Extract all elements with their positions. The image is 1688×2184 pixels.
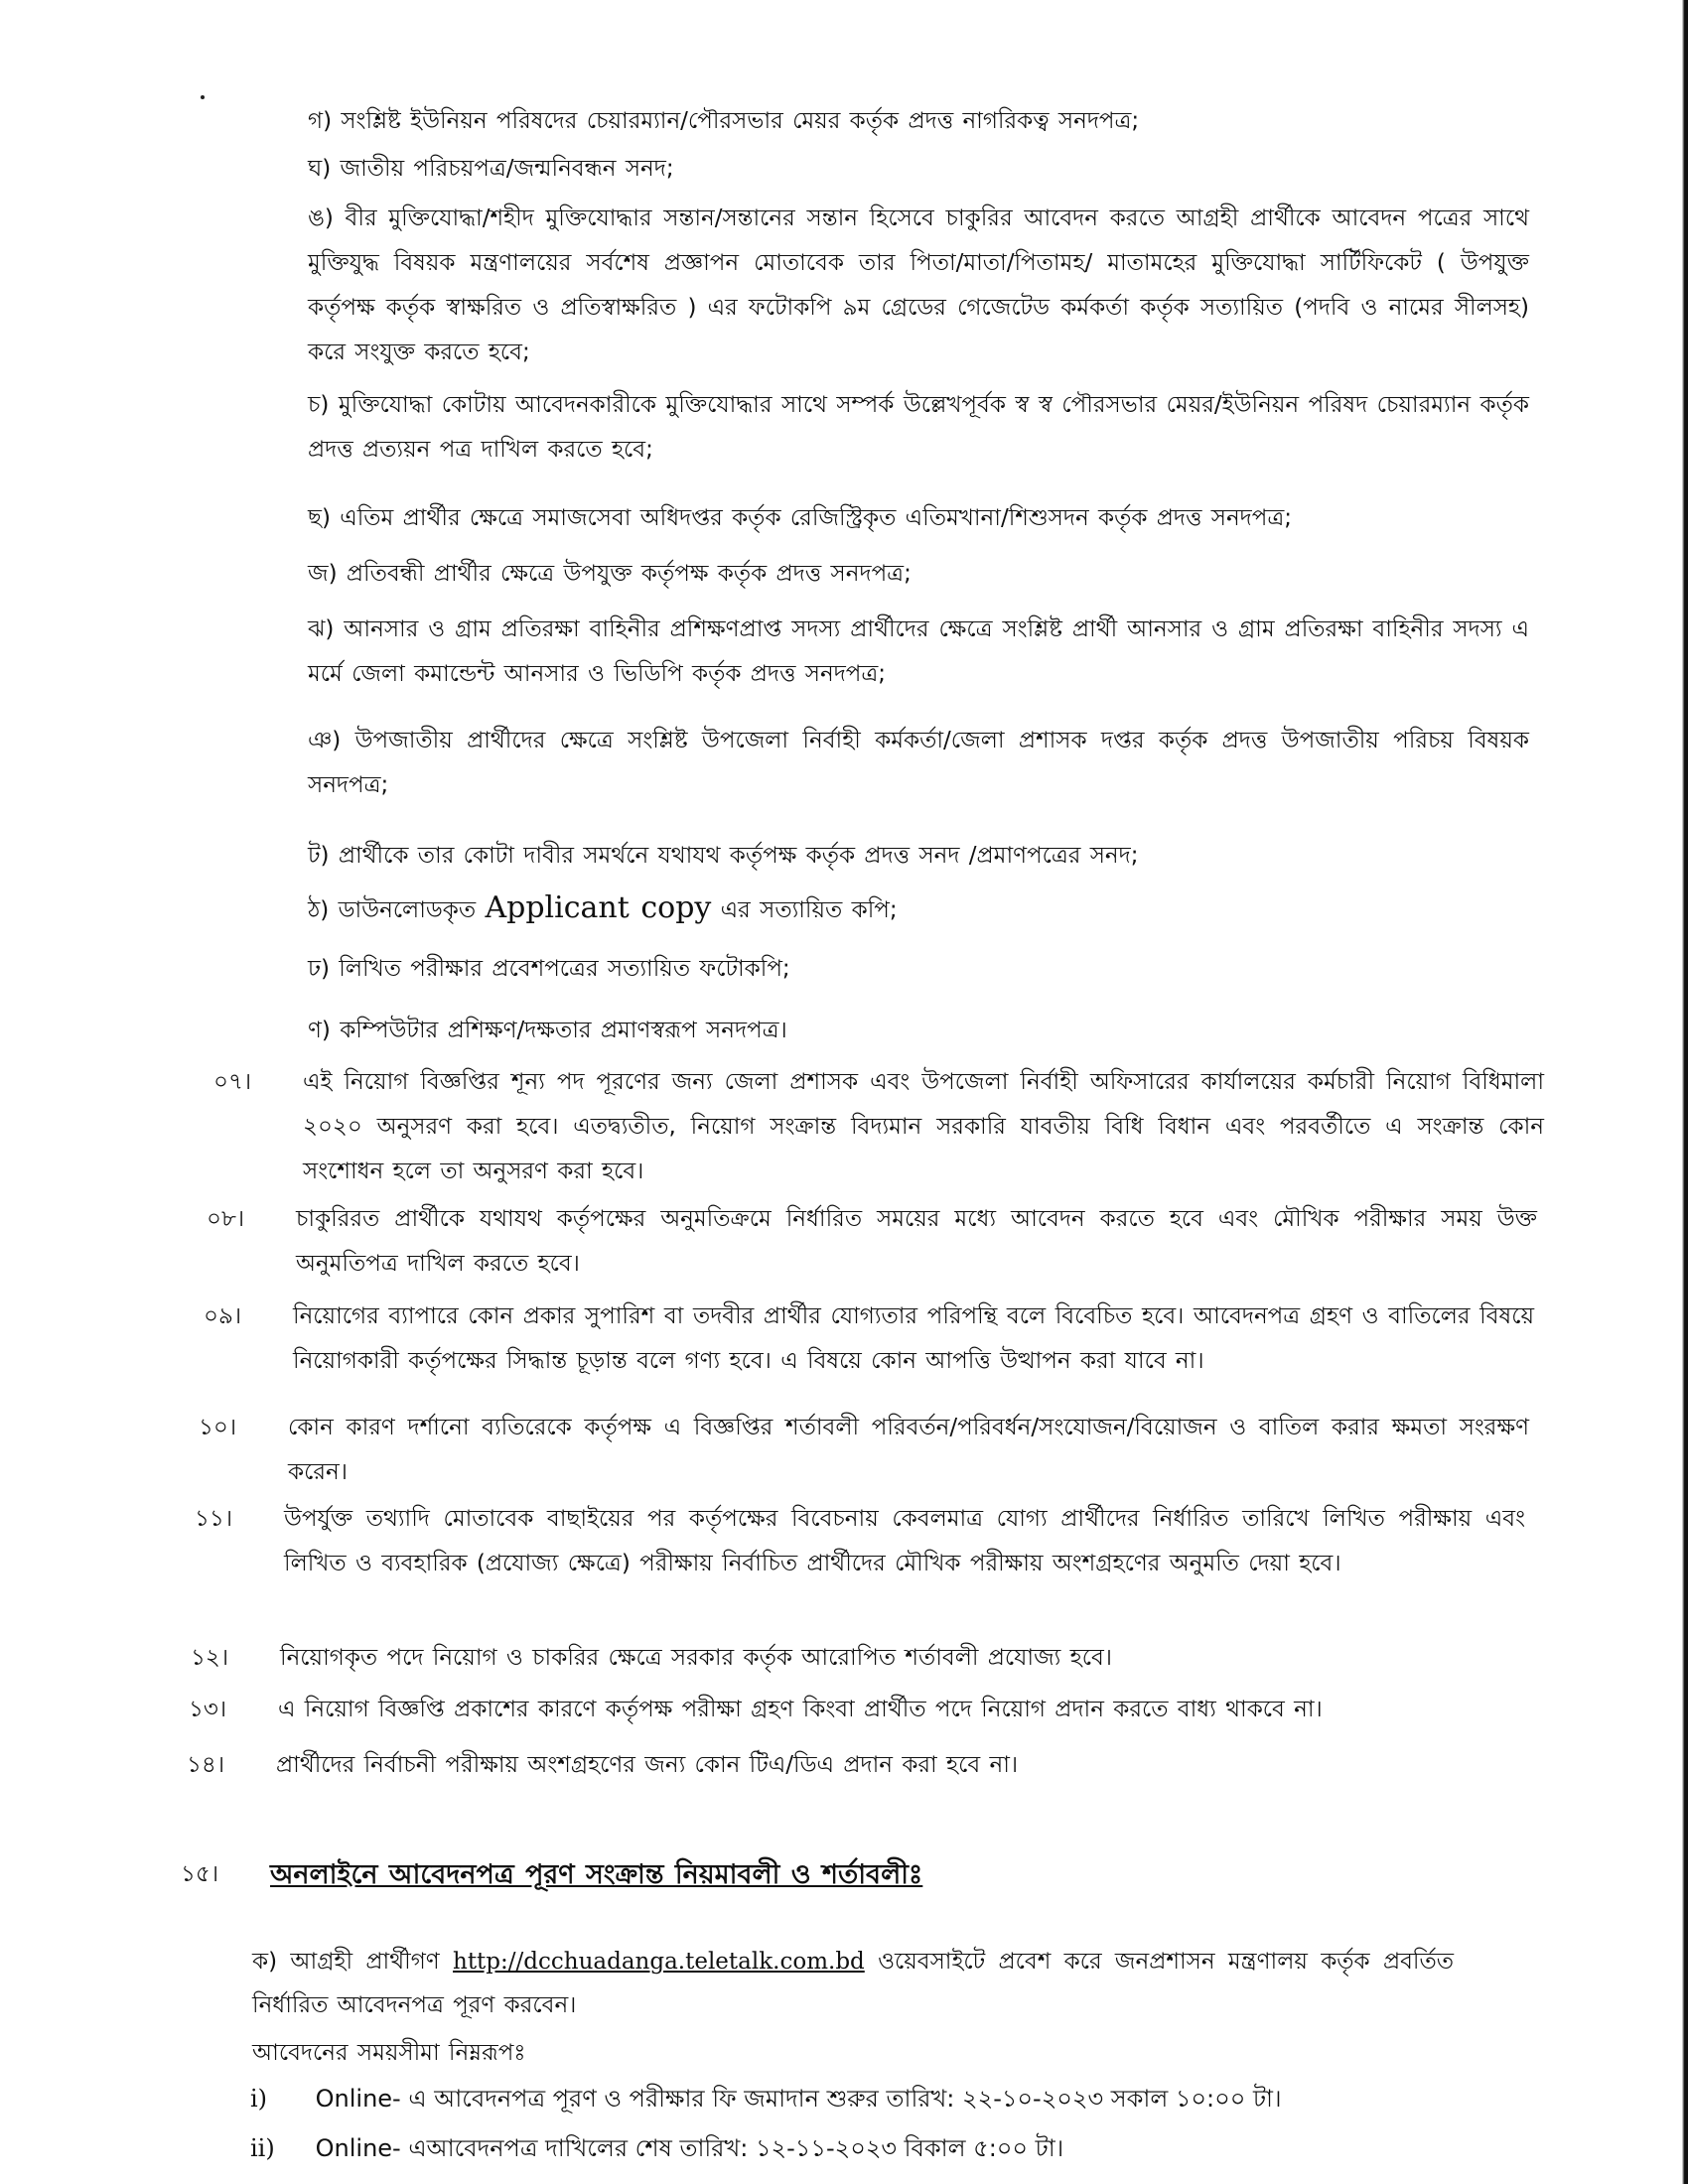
deadline-text: এ আবেদনপত্র পূরণ ও পরীক্ষার ফি জমাদান শুরুর তারিখ: ২২-১০-২০২৩ সকাল ১০:০০ টা। bbox=[408, 2085, 1282, 2113]
item-number: ১৩। bbox=[189, 1697, 227, 1722]
deadline-end bbox=[250, 2128, 1063, 2168]
deadline-label: Online- bbox=[315, 2085, 401, 2113]
sub-item-jha: ঝ) আনসার ও গ্রাম প্রতিরক্ষা বাহিনীর প্রশিক্ষণপ্রাপ্ত সদস্য প্রার্থীদের ক্ষেত্রে সংশ্লিষ্ট প্রার্থী আনসার ও গ্রাম প্রতিরক্ষা বাহিনীর সদস্য এ মর্মে জেলা কমান্ডেন্ট আনসার ও ভিডিপি কর্তৃক প্রদত্ত সনদপত্র; bbox=[308, 616, 1529, 687]
deadline-intro: আবেদনের সময়সীমা নিম্নরূপঃ bbox=[252, 2040, 526, 2066]
scan-speck bbox=[201, 95, 205, 99]
ka-prefix: ক) আগ্রহী প্রার্থীগণ bbox=[252, 1949, 440, 1975]
deadline-start bbox=[250, 2079, 1282, 2118]
item-number: ০৭। bbox=[213, 1069, 252, 1095]
item-text: এ নিয়োগ বিজ্ঞপ্তি প্রকাশের কারণে কর্তৃপক্ষ পরীক্ষা গ্রহণ কিংবা প্রার্থীত পদে নিয়োগ প্রদান করতে বাধ্য থাকবে না। bbox=[278, 1697, 1323, 1722]
tha-prefix: ঠ) ডাউনলোডকৃত bbox=[308, 897, 477, 923]
item-text: নিয়োগের ব্যাপারে কোন প্রকার সুপারিশ বা তদবীর প্রার্থীর যোগ্যতার পরিপন্থি বলে বিবেচিত হবে। আবেদনপত্র গ্রহণ ও বাতিলের বিষয়ে নিয়োগকারী কর্তৃপক্ষের সিদ্ধান্ত চূড়ান্ত বলে গণ্য হবে। এ বিষয়ে কোন আপত্তি উত্থাপন করা যাবে না। bbox=[293, 1303, 1534, 1374]
scan-edge bbox=[1682, 0, 1688, 2184]
item-text: কোন কারণ দর্শানো ব্যতিরেকে কর্তৃপক্ষ এ বিজ্ঞপ্তির শর্তাবলী পরিবর্তন/পরিবর্ধন/সংযোজন/বিয়োজন ও বাতিল করার ক্ষমতা সংরক্ষণ করেন। bbox=[288, 1415, 1529, 1485]
sub-item-dha: ঢ) লিখিত পরীক্ষার প্রবেশপত্রের সত্যায়িত ফটোকপি; bbox=[308, 956, 790, 982]
item-number: ১২। bbox=[191, 1645, 229, 1671]
section-15 bbox=[181, 1852, 1511, 1899]
item-number: ০৯। bbox=[204, 1303, 242, 1329]
deadline-label: Online- bbox=[315, 2134, 401, 2162]
sub-item-ga: গ) সংশ্লিষ্ট ইউনিয়ন পরিষদের চেয়ারম্যান/পৌরসভার মেয়র কর্তৃক প্রদত্ত নাগরিকত্ব সনদপত্র; bbox=[308, 108, 1140, 134]
numbered-item-12 bbox=[191, 1636, 1521, 1681]
numbered-item-08 bbox=[207, 1197, 1537, 1287]
sub-item-ta: ট) প্রার্থীকে তার কোটা দাবীর সমর্থনে যথাযথ কর্তৃপক্ষ কর্তৃক প্রদত্ত সনদ /প্রমাণপত্রের সনদ; bbox=[308, 843, 1139, 869]
ka-suffix: ওয়েবসাইটে প্রবেশ করে জনপ্রশাসন মন্ত্রণালয় কর্তৃক প্রবর্তিত নির্ধারিত আবেদনপত্র পূরণ করবেন। bbox=[252, 1949, 1455, 2018]
numbered-item-09 bbox=[204, 1295, 1534, 1384]
tha-suffix: এর সত্যায়িত কপি; bbox=[720, 897, 898, 923]
sub-item-gha: ঘ) জাতীয় পরিচয়পত্র/জন্মনিবন্ধন সনদ; bbox=[308, 156, 674, 182]
item-text: চাকুরিরত প্রার্থীকে যথাযথ কর্তৃপক্ষের অনুমতিক্রমে নির্ধারিত সময়ের মধ্যে আবেদন করতে হবে এবং মৌখিক পরীক্ষার সময় উক্ত অনুমতিপত্র দাখিল করতে হবে। bbox=[296, 1206, 1537, 1277]
item-number: ১৫। bbox=[181, 1861, 219, 1887]
sub-item-cha: ছ) এতিম প্রার্থীর ক্ষেত্রে সমাজসেবা অধিদপ্তর কর্তৃক রেজিস্ট্রিকৃত এতিমখানা/শিশুসদন কর্তৃক প্রদত্ত সনদপত্র; bbox=[308, 505, 1293, 531]
roman-numeral: ii) bbox=[250, 2134, 275, 2162]
sub-item-umo: ঙ) বীর মুক্তিযোদ্ধা/শহীদ মুক্তিযোদ্ধার সন্তান/সন্তানের সন্তান হিসেবে চাকুরির আবেদন করতে আগ্রহী প্রার্থীকে আবেদন পত্রের সাথে মুক্তিযুদ্ধ বিষয়ক মন্ত্রণালয়ের সর্বশেষ প্রজ্ঞাপন মোতাবেক তার পিতা/মাতা/পিতামহ/ মাতামহের মুক্তিযোদ্ধা সার্টিফিকেট ( উপযুক্ত কর্তৃপক্ষ কর্তৃক স্বাক্ষরিত ও প্রতিস্বাক্ষরিত ) এর ফটোকপি ৯ম গ্রেডের গেজেটেড কর্মকর্তা কর্তৃক সত্যায়িত (পদবি ও নামের সীলসহ) করে সংযুক্ত করতে হবে; bbox=[308, 205, 1529, 365]
numbered-item-11 bbox=[195, 1497, 1525, 1586]
numbered-item-14 bbox=[187, 1743, 1517, 1788]
item-text: উপর্যুক্ত তথ্যাদি মোতাবেক বাছাইয়ের পর কর্তৃপক্ষের বিবেচনায় কেবলমাত্র যোগ্য প্রার্থীদের নির্ধারিত তারিখে লিখিত পরীক্ষায় এবং লিখিত ও ব্যবহারিক (প্রযোজ্য ক্ষেত্রে) পরীক্ষায় নির্বাচিত প্রার্থীদের মৌখিক পরীক্ষায় অংশগ্রহণের অনুমতি দেয়া হবে। bbox=[284, 1506, 1525, 1576]
item-text: প্রার্থীদের নির্বাচনী পরীক্ষায় অংশগ্রহণের জন্য কোন টিএ/ডিএ প্রদান করা হবে না। bbox=[276, 1752, 1019, 1778]
numbered-item-07 bbox=[213, 1060, 1544, 1194]
section-15-item-ka bbox=[252, 1940, 1454, 2027]
numbered-item-13 bbox=[189, 1688, 1519, 1732]
item-number: ১১। bbox=[195, 1506, 233, 1532]
sub-item-na: ণ) কম্পিউটার প্রশিক্ষণ/দক্ষতার প্রমাণস্বরূপ সনদপত্র। bbox=[308, 1018, 787, 1043]
application-website-link[interactable]: http://dcchuadanga.teletalk.com.bd bbox=[453, 1949, 865, 1975]
sub-item-tha bbox=[308, 886, 1529, 933]
sub-item-ca: চ) মুক্তিযোদ্ধা কোটায় আবেদনকারীকে মুক্তিযোদ্ধার সাথে সম্পর্ক উল্লেখপূর্বক স্ব স্ব পৌরসভার মেয়র/ইউনিয়ন পরিষদ চেয়ারম্যান কর্তৃক প্রদত্ত প্রত্যয়ন পত্র দাখিল করতে হবে; bbox=[308, 392, 1529, 463]
section-15-heading: অনলাইনে আবেদনপত্র পূরণ সংক্রান্ত নিয়মাবলী ও শর্তাবলীঃ bbox=[270, 1859, 923, 1890]
item-number: ১৪। bbox=[187, 1752, 225, 1778]
numbered-item-10 bbox=[199, 1406, 1529, 1495]
tha-applicant-copy: Applicant copy bbox=[485, 890, 712, 925]
item-text: এই নিয়োগ বিজ্ঞপ্তির শূন্য পদ পূরণের জন্য জেলা প্রশাসক এবং উপজেলা নির্বাহী অফিসারের কার্যালয়ের কর্মচারী নিয়োগ বিধিমালা ২০২০ অনুসরণ করা হবে। এতদ্ব্যতীত, নিয়োগ সংক্রান্ত বিদ্যমান সরকারি যাবতীয় বিধি বিধান এবং পরবর্তীতে এ সংক্রান্ত কোন সংশোধন হলে তা অনুসরণ করা হবে। bbox=[303, 1069, 1544, 1184]
deadline-text: এআবেদনপত্র দাখিলের শেষ তারিখ: ১২-১১-২০২৩ বিকাল ৫:০০ টা। bbox=[408, 2134, 1064, 2162]
item-number: ১০। bbox=[199, 1415, 237, 1440]
sub-item-nya: ঞ) উপজাতীয় প্রার্থীদের ক্ষেত্রে সংশ্লিষ্ট উপজেলা নির্বাহী কর্মকর্তা/জেলা প্রশাসক দপ্তর কর্তৃক প্রদত্ত উপজাতীয় পরিচয় বিষয়ক সনদপত্র; bbox=[308, 728, 1529, 798]
sub-item-ja: জ) প্রতিবন্ধী প্রার্থীর ক্ষেত্রে উপযুক্ত কর্তৃপক্ষ কর্তৃক প্রদত্ত সনদপত্র; bbox=[308, 561, 912, 587]
item-text: নিয়োগকৃত পদে নিয়োগ ও চাকরির ক্ষেত্রে সরকার কর্তৃক আরোপিত শর্তাবলী প্রযোজ্য হবে। bbox=[280, 1645, 1113, 1671]
item-number: ০৮। bbox=[207, 1206, 245, 1232]
roman-numeral: i) bbox=[250, 2085, 268, 2113]
